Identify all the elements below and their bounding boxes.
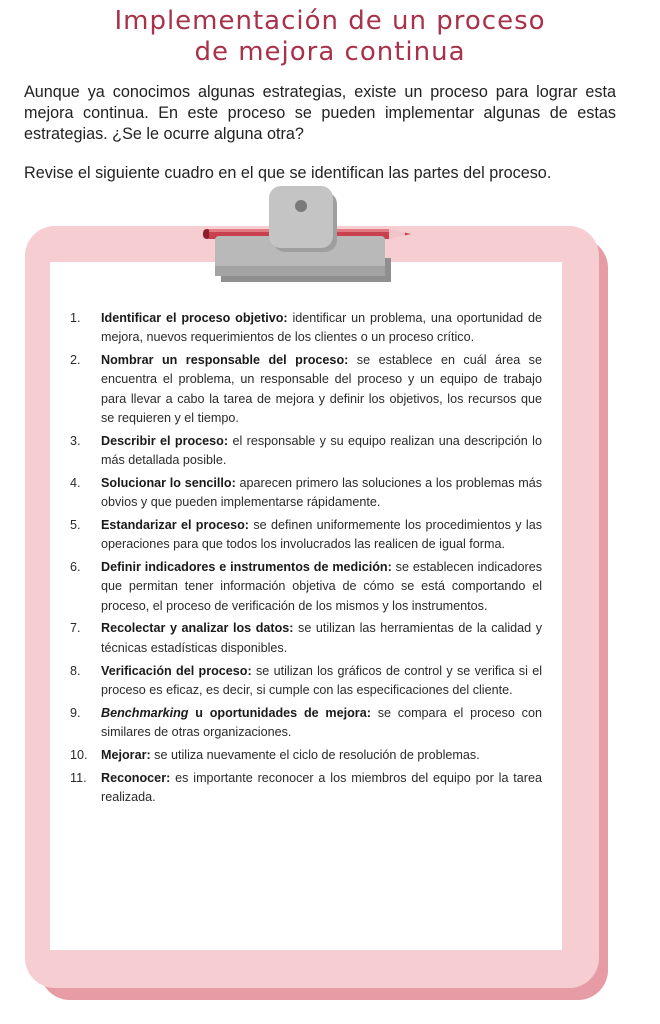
step-description: se compara el proceso con similares de otras organizaciones. (101, 705, 542, 739)
process-step (70, 619, 542, 658)
step-description: identificar un problema, una oportunidad de mejora, nuevos requerimientos de los clientes o un proceso crítico. (101, 311, 542, 345)
step-term: Benchmarking u oportunidades de mejora: (101, 705, 371, 720)
step-description: aparecen primero las soluciones a los problemas más obvios y que pueden implementarse rápidamente. (101, 475, 543, 510)
page-title (0, 6, 660, 68)
process-step (70, 769, 542, 808)
step-term: Reconocer: (101, 770, 171, 785)
step-description: se establecen indicadores que permitan tener información objetiva de cómo se está comportando el proceso, el proceso de verificación de los mismos y los instrumentos. (101, 560, 543, 613)
step-term: Mejorar: (101, 747, 151, 762)
step-term: Definir indicadores e instrumentos de medición: (101, 560, 392, 575)
step-description: se utilizan las herramientas de la calidad y técnicas estadísticas disponibles. (101, 621, 542, 655)
step-description: el responsable y su equipo realizan una descripción lo más detallada posible. (101, 433, 542, 468)
step-term: Identificar el proceso objetivo: (101, 311, 288, 325)
step-number: 11. (70, 770, 87, 785)
step-description: se utilizan los gráficos de control y se verifica si el proceso es eficaz, es decir, si cumple con las especificaciones del cliente. (101, 663, 542, 697)
step-number: 9. (70, 705, 81, 720)
process-step (70, 432, 542, 471)
step-number: 3. (70, 433, 81, 448)
title-line-2: de mejora continua (194, 37, 466, 67)
step-number: 8. (70, 663, 81, 678)
step-description: se establece en cuál área se encuentra el problema, un responsable del proceso y un equipo de trabajo para llevar a cabo la tarea de mejora y definir los objetivos, los recursos que se requieren y el tiempo. (101, 353, 542, 425)
instruction-paragraph: Revise el siguiente cuadro en el que se identifican las partes del proceso. (24, 164, 552, 182)
process-step (70, 474, 542, 513)
step-term: Recolectar y analizar los datos: (101, 621, 294, 636)
step-description: es importante reconocer a los miembros del equipo por la tarea realizada. (101, 770, 542, 804)
process-step (70, 662, 542, 701)
step-number: 7. (70, 621, 81, 636)
title-line-1: Implementación de un proceso (114, 6, 546, 36)
process-step (70, 746, 542, 765)
step-term: Verificación del proceso: (101, 663, 252, 678)
step-number: 4. (70, 475, 81, 490)
clipboard-clip-icon (213, 186, 391, 282)
step-description: se definen uniformemente los procedimientos y las operaciones para que todos los involucrados las realicen de igual forma. (101, 517, 542, 552)
process-step (70, 704, 542, 743)
process-step (70, 351, 542, 428)
process-step (70, 309, 542, 348)
step-term: Estandarizar el proceso: (101, 517, 249, 532)
step-description: se utiliza nuevamente el ciclo de resolución de problemas. (150, 747, 480, 762)
step-term: Nombrar un responsable del proceso: (101, 353, 349, 368)
process-steps-list (70, 309, 542, 811)
process-step (70, 558, 542, 616)
step-number: 5. (70, 517, 81, 532)
step-term: Describir el proceso: (101, 433, 229, 448)
step-number: 1. (70, 311, 81, 325)
intro-paragraph: Aunque ya conocimos algunas estrategias, existe un proceso para lograr esta mejora continua. En este proceso se pueden implementar algunas de estas estrategias. ¿Se le ocurre alguna otra? (24, 83, 616, 143)
process-step (70, 516, 542, 555)
step-term: Solucionar lo sencillo: (101, 475, 236, 490)
step-number: 10. (70, 747, 88, 762)
step-number: 2. (70, 353, 81, 368)
step-number: 6. (70, 560, 81, 575)
step-term-italic: Benchmarking (101, 705, 189, 720)
